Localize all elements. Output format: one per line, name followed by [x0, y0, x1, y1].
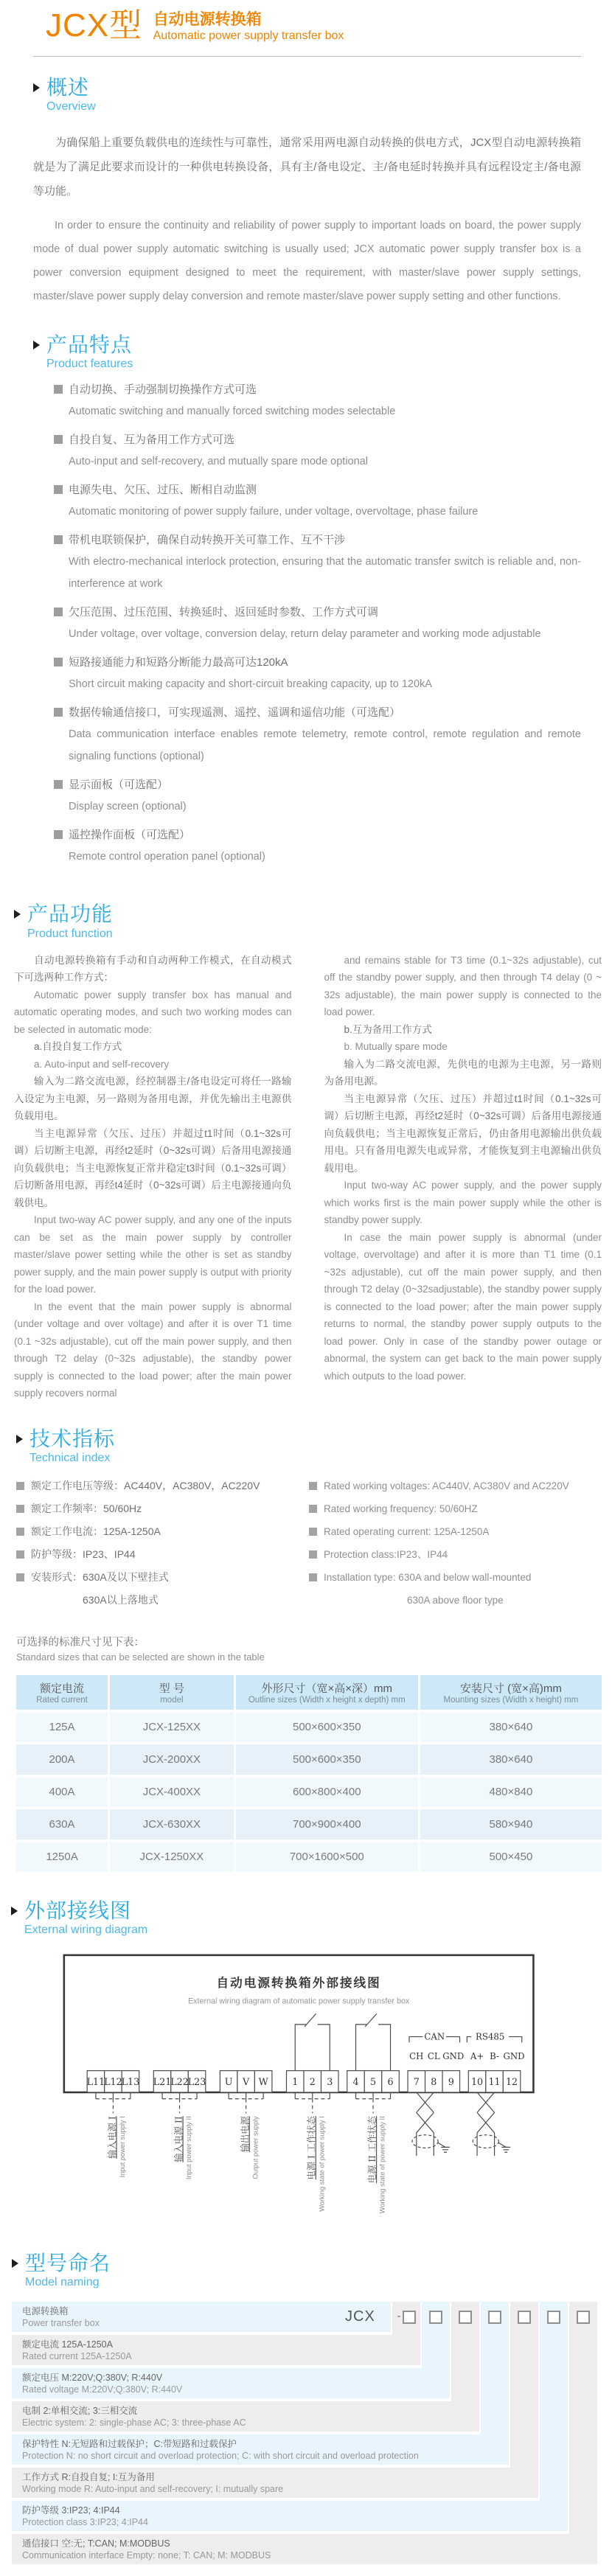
features-title-cn: 产品特点: [46, 333, 133, 357]
feature-en: Short circuit making capacity and short-circuit breaking capacity, up to 120kA: [69, 678, 432, 691]
naming-row: 工作方式 R:自投自复; I:互为备用 Working mode R: Auto-input and self-recovery; I: mutually spare: [12, 2468, 538, 2498]
tech-right-column: [309, 1475, 602, 1612]
model-prefix: JCX: [345, 2308, 375, 2325]
naming-row: 额定电压 M:220V;Q:380V; R:440V Rated voltage M:220V;Q:380V; R:440V: [12, 2368, 450, 2398]
tech-item: [309, 1543, 602, 1566]
function-paragraph: Automatic power supply transfer box has manual and automatic operating modes, and such two working modes can be selected in automatic mode:: [14, 989, 292, 1035]
function-paragraph: 输入为二路交流电源，经控制器主/备电设定可将任一路输入设定为主电源，另一路则为备用电源，并优先输出主电源供负载用电。: [14, 1076, 292, 1122]
header-rated-current: 额定电流 Rated current: [16, 1675, 110, 1710]
feature-cn: 数据传输通信接口，可实现遥测、遥控、遥调和遥信功能（可选配）: [69, 706, 401, 720]
code-box-icon: [547, 2311, 560, 2324]
function-paragraph: and remains stable for T3 time (0.1~32s adjustable), cut off the standby power supply, and then through T4 delay (0 ~ 32s adjustable), the main power supply is connected to the load power.: [324, 954, 602, 1018]
tech-item-text: Protection class:IP23、IP44: [324, 1548, 448, 1560]
square-bullet-icon: [54, 535, 63, 544]
product-title-en: Automatic power supply transfer box: [153, 29, 344, 43]
function-paragraph: In the event that the main power supply is abnormal (under voltage and over voltage) and after it is over T1 time (0.1 ~32s adjustable), cut off the main power supply, and then through T2 delay (0~32s adjustable), the standby power supply is connected to the load power; after the main power supply recovers normal: [14, 1301, 292, 1399]
section-model-naming: [0, 2232, 612, 2569]
header-outline-sizes: 外形尺寸（宽×高×深）mm Outline sizes (Width x height x depth) mm: [236, 1675, 420, 1710]
code-column: [540, 2302, 568, 2501]
section-arrow-icon: [11, 1907, 18, 1915]
wire-group-labels: [106, 2115, 386, 2213]
function-paragraph: 当主电源异常（欠压、过压）并超过t1时间（0.1~32s可调）后切断主电源，再经t2延时（0~32s可调）后备用电源接通向负载供电；当主电源恢复正常并稳定t3时间（0.1~32s可调）后切断备用电源，再经t4延时（0~32s可调）后主电源接通向负载供电。: [14, 1127, 292, 1208]
svg-text:CH: CH: [409, 2050, 424, 2061]
code-box-icon: [488, 2311, 501, 2324]
naming-row: 通信接口 空:无; T:CAN; M:MODBUS Communication interface Empty: none; T: CAN; M: MODBUS: [12, 2534, 597, 2564]
tech-item-text: 防护等级：IP23、IP44: [31, 1548, 136, 1560]
svg-text:L21: L21: [153, 2077, 172, 2089]
feature-cn: 短路接通能力和短路分断能力最高可达120kA: [69, 656, 288, 669]
tech-item-text: Rated working frequency: 50/60HZ: [324, 1503, 478, 1514]
sizes-note-en: Standard sizes that can be selected are shown in the table: [16, 1651, 265, 1663]
table-row: 630A JCX-630XX 700×900×400 580×940: [16, 1809, 602, 1839]
feature-en: Automatic switching and manually forced switching modes selectable: [69, 405, 396, 418]
feature-item: [54, 432, 581, 473]
feature-cn: 带机电联锁保护，确保自动转换开关可靠工作、互不干涉: [69, 534, 346, 547]
svg-text:3: 3: [327, 2077, 333, 2089]
section-wiring-diagram: [0, 1874, 612, 2232]
svg-text:GND: GND: [442, 2050, 465, 2061]
feature-item: [54, 827, 581, 868]
function-paragraph: 当主电源异常（欠压、过压）并超过t1时间（0.1~32s可调）后切断主电源，再经t2延时（0~32s可调）后备用电源接通向负载供电；当主电源恢复正常后，仍由备用电源输出供负载用电。只有备用电源失电或异常，才能恢复到主电源输出供负载用电。: [324, 1093, 602, 1174]
twisted-pair-cable-icon: [473, 2092, 510, 2156]
naming-row: 防护等级 3:IP23; 4:IP44 Protection class 3:IP23; 4:IP44: [12, 2501, 568, 2531]
standard-sizes-table: [16, 1673, 602, 1874]
section-technical-index: [0, 1402, 612, 1612]
svg-text:2: 2: [309, 2077, 316, 2089]
square-bullet-icon: [54, 658, 63, 666]
section-overview: [0, 57, 612, 308]
svg-text:8: 8: [431, 2077, 437, 2089]
svg-text:W: W: [258, 2077, 268, 2089]
svg-text:电源 II 工作状态: 电源 II 工作状态: [366, 2116, 378, 2184]
product-title-cn: 自动电源转换箱: [153, 11, 262, 28]
tech-item: [16, 1566, 309, 1589]
square-bullet-icon: [54, 485, 63, 494]
naming-row: 额定电流 125A-1250A Rated current 125A-1250A: [12, 2335, 420, 2365]
svg-text:7: 7: [413, 2077, 420, 2089]
svg-text:输出电源: 输出电源: [240, 2116, 251, 2153]
group-collector-lines: [96, 2092, 391, 2113]
overview-title-cn: 概述: [46, 75, 90, 99]
code-column: [392, 2302, 420, 2335]
wiring-diagram: [58, 1949, 549, 2232]
section-standard-sizes: [0, 1612, 612, 1874]
feature-en: Display screen (optional): [69, 801, 187, 813]
table-row: 1250A JCX-1250XX 700×1600×500 500×450: [16, 1842, 602, 1872]
code-column: [422, 2302, 450, 2368]
tech-item: [309, 1566, 602, 1589]
square-bullet-icon: [309, 1573, 317, 1581]
section-arrow-icon: [14, 910, 21, 919]
function-paragraph: Input two-way AC power supply, and the power supply which works first is the main power supply while the other is standby power supply.: [324, 1180, 602, 1226]
tech-item-text: 额定工作频率：50/60Hz: [31, 1502, 142, 1514]
square-bullet-icon: [16, 1482, 24, 1490]
feature-cn: 自动切换、手动强制切换操作方式可选: [69, 383, 257, 397]
code-column: [510, 2302, 538, 2468]
code-box-icon: [577, 2311, 590, 2324]
diagram-title-cn: 自动电源转换箱外部接线图: [216, 1974, 381, 1990]
feature-cn: 遥控操作面板（可选配）: [69, 829, 191, 842]
function-right-column: [324, 952, 602, 1402]
svg-text:L23: L23: [187, 2077, 206, 2089]
square-bullet-icon: [54, 608, 63, 616]
code-column: [451, 2302, 479, 2401]
function-paragraph: a.自投自复工作方式: [34, 1041, 122, 1053]
svg-text:Input power supply I: Input power supply I: [119, 2116, 127, 2178]
feature-item: [54, 532, 581, 595]
can-bus-label: CAN: [424, 2031, 445, 2042]
product-model-title: JCX型: [46, 7, 143, 43]
rs485-bus-label: RS485: [476, 2031, 505, 2042]
code-box-icon: [518, 2311, 531, 2324]
feature-item: [54, 382, 581, 422]
sizes-note-cn: 可选择的标准尺寸见下表：: [16, 1636, 145, 1649]
svg-text:Working state of power supply: Working state of power supply I: [318, 2116, 326, 2212]
section-arrow-icon: [12, 2259, 18, 2268]
svg-text:CL: CL: [427, 2050, 440, 2061]
tech-item-text: 630A以上落地式: [83, 1593, 159, 1606]
section-arrow-icon: [33, 83, 40, 92]
features-title-en: Product features: [46, 358, 133, 371]
feature-en: Data communication interface enables remote telemetry, remote control, remote regulation and remote signaling functions (optional): [69, 728, 581, 763]
feature-en: Automatic monitoring of power supply failure, under voltage, overvoltage, phase failure: [69, 506, 479, 518]
svg-text:6: 6: [387, 2077, 394, 2089]
tech-item-text: 额定工作电压等级：AC440V，AC380V，AC220V: [31, 1479, 260, 1491]
naming-row: 电源转换箱 Power transfer box: [12, 2302, 391, 2332]
tech-item: [16, 1497, 309, 1520]
feature-cn: 自投自复、互为备用工作方式可选: [69, 434, 235, 447]
code-box-icon: [403, 2311, 416, 2324]
wiring-title-cn: 外部接线图: [24, 1898, 132, 1922]
tech-item: [16, 1520, 309, 1543]
feature-en: With electro-mechanical interlock protection, ensuring that the automatic transfer switch is reliable and, non-interference at work: [69, 556, 581, 591]
tech-item: [16, 1543, 309, 1566]
square-bullet-icon: [54, 780, 63, 789]
svg-text:U: U: [224, 2077, 233, 2089]
feature-en: Remote control operation panel (optional): [69, 851, 265, 863]
section-features: [0, 308, 612, 868]
overview-title-en: Overview: [46, 100, 96, 114]
dash-glyph: -: [397, 2310, 401, 2323]
overview-paragraph-cn: 为确保船上重要负载供电的连续性与可靠性，通常采用两电源自动转换的供电方式，JCX型自动电源转换箱就是为了满足此要求而设计的一种供电转换设备，具有主/备电设定、主/备电延时转换并具有远程设定主/备电源等功能。: [33, 136, 581, 198]
feature-item: [54, 482, 581, 523]
tech-item-text: Rated operating current: 125A-1250A: [324, 1525, 490, 1537]
svg-text:Output power supply: Output power supply: [251, 2116, 260, 2179]
feature-item: [54, 605, 581, 645]
naming-row: 电制 2:单相交流; 3:三相交流 Electric system: 2: single-phase AC; 3: three-phase AC: [12, 2401, 479, 2431]
tech-left-column: [16, 1475, 309, 1612]
feature-cn: 欠压范围、过压范围、转换延时、返回延时参数、工作方式可调: [69, 606, 379, 619]
svg-text:B-: B-: [490, 2050, 499, 2061]
svg-text:Working state of power supply: Working state of power supply II: [378, 2116, 386, 2214]
feature-item: [54, 777, 581, 818]
svg-text:GND: GND: [503, 2050, 525, 2061]
page-header: [0, 0, 612, 44]
code-box-icon: [459, 2311, 472, 2324]
model-naming-chart: [12, 2302, 600, 2569]
tech-item-text: Installation type: 630A and below wall-mounted: [324, 1571, 532, 1583]
tech-title-cn: 技术指标: [29, 1427, 116, 1450]
table-row: 200A JCX-200XX 500×600×350 380×640: [16, 1744, 602, 1775]
svg-text:11: 11: [488, 2077, 501, 2089]
function-paragraph: 输入为二路交流电源，先供电的电源为主电源，另一路则为备用电源。: [324, 1058, 602, 1087]
tech-item-text: 额定工作电流：125A-1250A: [31, 1525, 161, 1537]
svg-text:Input power supply II: Input power supply II: [185, 2116, 193, 2179]
function-paragraph: b. Mutually spare mode: [344, 1041, 448, 1053]
header-mounting-sizes: 安装尺寸 (宽×高)mm Mounting sizes (Width x height) mm: [420, 1675, 602, 1710]
twisted-pair-cable-icon: [412, 2092, 450, 2156]
svg-text:L11: L11: [86, 2077, 105, 2089]
square-bullet-icon: [309, 1482, 317, 1490]
feature-en: Auto-input and self-recovery, and mutually spare mode optional: [69, 456, 368, 468]
svg-text:L22: L22: [170, 2077, 189, 2089]
section-function: [0, 877, 612, 1402]
feature-en: Under voltage, over voltage, conversion delay, return delay parameter and working mode adjustable: [69, 628, 541, 641]
function-paragraph: a. Auto-input and self-recovery: [34, 1058, 170, 1070]
square-bullet-icon: [54, 708, 63, 717]
square-bullet-icon: [16, 1573, 24, 1581]
tech-item-continuation: [309, 1589, 602, 1612]
function-paragraph: 自动电源转换箱有手动和自动两种工作模式，在自动模式下可选两种工作方式：: [14, 954, 292, 984]
function-paragraph: b.互为备用工作方式: [344, 1023, 432, 1035]
terminal-strip: [87, 2070, 521, 2092]
svg-text:电源 I 工作状态: 电源 I 工作状态: [306, 2116, 317, 2180]
square-bullet-icon: [54, 435, 63, 444]
bus-pin-labels: [409, 2031, 524, 2061]
header-model: 型 号 model: [110, 1675, 236, 1710]
feature-cn: 电源失电、欠压、过压、断相自动监测: [69, 484, 257, 497]
tech-item-text: 630A above floor type: [407, 1594, 504, 1606]
naming-title-cn: 型号命名: [25, 2251, 111, 2274]
square-bullet-icon: [16, 1528, 24, 1536]
square-bullet-icon: [54, 830, 63, 839]
wiring-title-en: External wiring diagram: [24, 1923, 148, 1936]
tech-item-continuation: [16, 1589, 309, 1612]
code-column: [569, 2302, 597, 2534]
feature-cn: 显示面板（可选配）: [69, 779, 169, 792]
section-arrow-icon: [33, 341, 40, 349]
diagram-title-en: External wiring diagram of automatic power supply transfer box: [187, 1997, 410, 2006]
tech-item: [309, 1497, 602, 1520]
code-box-icon: [429, 2311, 442, 2324]
overview-paragraph-en: In order to ensure the continuity and reliability of power supply to important loads on board, the power supply mode of dual power supply automatic switching is usually used; JCX automatic power supply transfer box is a power conversion equipment designed to meet the requirement, with master/slave power supply settings, master/slave power supply delay conversion and remote master/slave power supply setting and other functions.: [33, 220, 581, 303]
function-paragraph: In case the main power supply is abnormal (under voltage, overvoltage) and after it is more than T1 time (0.1 ~32s adjustable), cut off the main power supply, and then through T2 delay (0~32sadjustable), the standby power supply is connected to the load power; after the main power supply returns to normal, the standby power supply outputs to the load power. Only in case of the standby power outage or abnormal, the system can get back to the main power supply which outputs to the load power.: [324, 1231, 602, 1382]
svg-text:输入电源 II: 输入电源 II: [173, 2116, 184, 2162]
tech-title-en: Technical index: [29, 1451, 111, 1464]
square-bullet-icon: [16, 1550, 24, 1559]
naming-title-en: Model naming: [25, 2276, 100, 2289]
svg-text:V: V: [243, 2077, 250, 2089]
square-bullet-icon: [309, 1528, 317, 1536]
relay-contact-icon: [295, 2013, 390, 2070]
tech-item: [16, 1475, 309, 1497]
square-bullet-icon: [309, 1550, 317, 1559]
table-row: 125A JCX-125XX 500×600×350 380×640: [16, 1712, 602, 1742]
svg-text:9: 9: [448, 2077, 454, 2089]
feature-item: [54, 655, 581, 695]
function-left-column: [14, 952, 292, 1402]
tech-item-text: Rated working voltages: AC440V, AC380V and AC220V: [324, 1480, 569, 1491]
svg-text:L12: L12: [104, 2077, 122, 2089]
svg-text:输入电源 I: 输入电源 I: [107, 2116, 118, 2159]
section-arrow-icon: [16, 1435, 23, 1444]
square-bullet-icon: [309, 1505, 317, 1513]
svg-text:4: 4: [352, 2077, 359, 2089]
function-title-en: Product function: [27, 927, 113, 940]
svg-text:10: 10: [470, 2077, 484, 2089]
svg-text:12: 12: [505, 2077, 518, 2089]
tech-item-text: 安装形式：630A及以下壁挂式: [31, 1570, 169, 1583]
svg-text:5: 5: [369, 2077, 377, 2089]
square-bullet-icon: [54, 385, 63, 394]
tech-item: [309, 1520, 602, 1543]
table-header-row: [16, 1675, 602, 1710]
feature-item: [54, 705, 581, 767]
svg-text:L13: L13: [121, 2077, 140, 2089]
naming-row: 保护特性 N:无短路和过载保护；C:带短路和过载保护 Protection N: no short circuit and overload protection; C: with short circuit and overload protection: [12, 2434, 509, 2465]
table-row: 400A JCX-400XX 600×800×400 480×840: [16, 1777, 602, 1807]
code-column: [481, 2302, 509, 2434]
svg-text:1: 1: [292, 2077, 299, 2089]
square-bullet-icon: [16, 1505, 24, 1513]
function-paragraph: Input two-way AC power supply, and any one of the inputs can be set as the main power supply by controller master/slave power setting while the other is set as standby power supply, and the main power supply is output with priority for the load power.: [14, 1214, 292, 1295]
svg-text:A+: A+: [470, 2050, 484, 2061]
tech-item: [309, 1475, 602, 1497]
function-title-cn: 产品功能: [27, 902, 114, 926]
